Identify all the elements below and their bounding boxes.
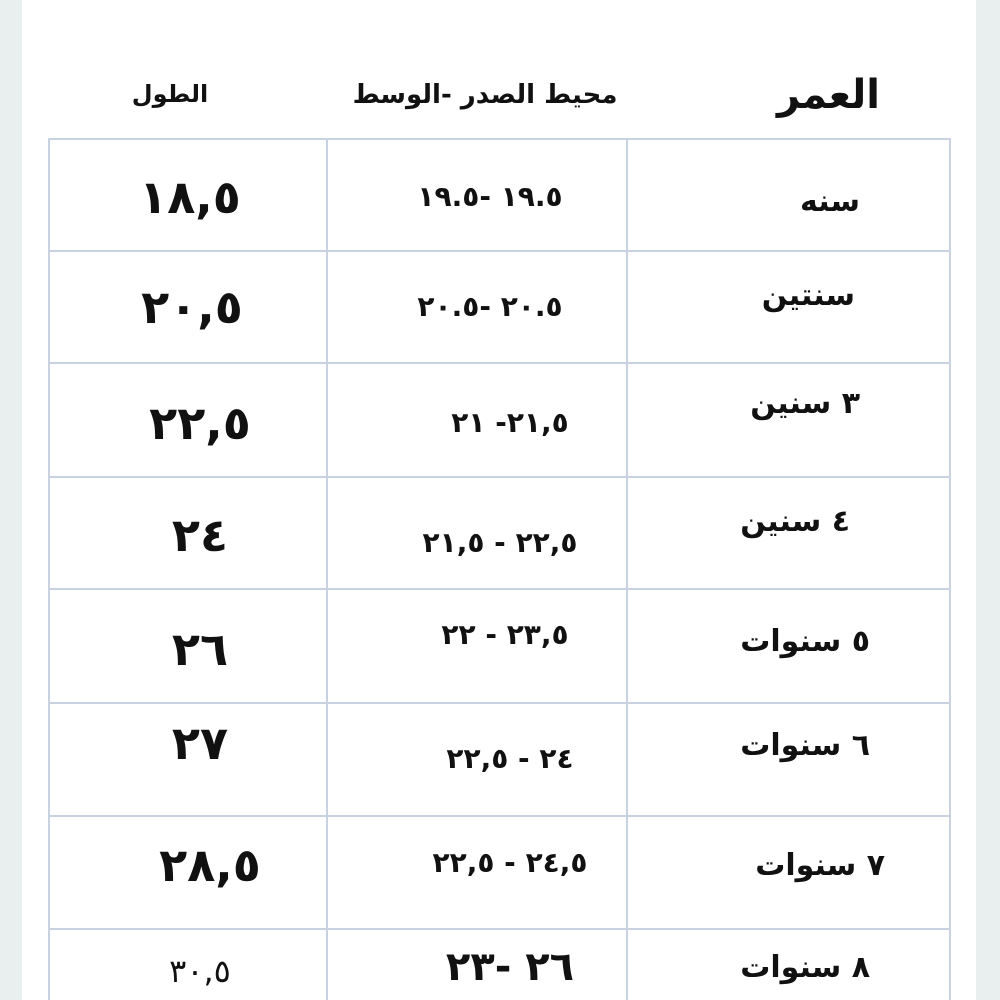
table-border-top [48,138,951,140]
row-divider [48,362,951,364]
cell-age: سنتين [761,278,855,313]
cell-age: ٣ سنين [750,386,860,421]
cell-chest-waist: ١٩.٥ -١٩.٥ [417,180,563,213]
cell-age: ٨ سنوات [740,950,870,985]
cell-age: ٦ سنوات [740,728,870,763]
cell-chest-waist: ٢٦ -٢٣ [445,944,575,990]
cell-length: ٢٠,٥ [141,280,243,334]
row-divider [48,476,951,478]
table-border-left [48,138,50,1000]
cell-length: ٣٠,٥ [169,952,231,990]
row-divider [48,702,951,704]
row-divider [48,928,951,930]
header-age: العمر [776,72,880,118]
cell-age: ٤ سنين [740,504,850,539]
cell-chest-waist: ٢٢,٥ - ٢١,٥ [422,526,578,559]
cell-age: ٧ سنوات [755,848,885,883]
cell-chest-waist: ٢٣,٥ - ٢٢ [441,618,569,651]
header-chest-waist: محيط الصدر -الوسط [352,80,618,110]
column-divider [626,138,628,1000]
cell-age: ٥ سنوات [740,624,870,659]
header-length: الطول [131,80,209,108]
cell-length: ٢٢,٥ [149,396,251,450]
row-divider [48,588,951,590]
cell-chest-waist: ٢٠.٥ -٢٠.٥ [417,290,563,323]
cell-chest-waist: ٢٤,٥ - ٢٢,٥ [432,846,588,879]
column-divider [326,138,328,1000]
table-border-right [949,138,951,1000]
cell-chest-waist: ٢١,٥- ٢١ [451,406,569,439]
cell-length: ٢٨,٥ [159,838,261,892]
row-divider [48,815,951,817]
cell-length: ٢٤ [171,508,229,562]
cell-chest-waist: ٢٤ - ٢٢,٥ [446,742,574,775]
cell-length: ٢٧ [171,716,229,770]
cell-age: سنه [800,184,860,219]
cell-length: ١٨,٥ [139,170,241,224]
cell-length: ٢٦ [171,622,229,676]
row-divider [48,250,951,252]
